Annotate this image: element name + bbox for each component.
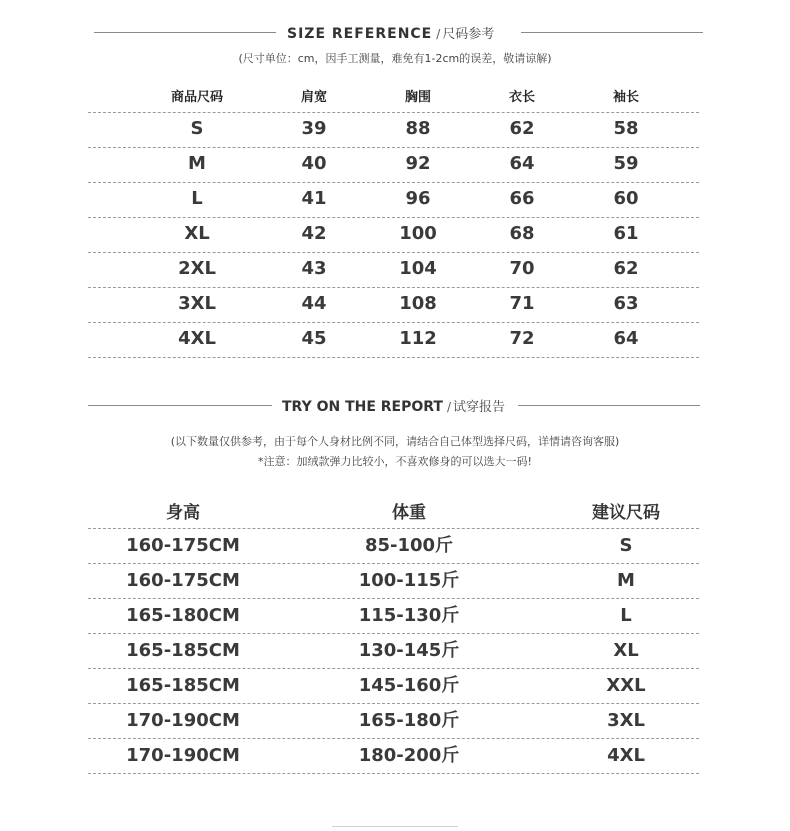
cell-length: 71	[509, 293, 535, 314]
cell-sleeve: 58	[613, 118, 639, 139]
size-table-body	[88, 113, 699, 358]
cell-length: 62	[509, 118, 535, 139]
column-header-size: 商品尺码	[170, 90, 224, 105]
try-on-heading	[282, 396, 505, 416]
size-table	[88, 83, 699, 358]
cell-recommended-size: L	[620, 605, 632, 626]
table-row	[88, 148, 699, 183]
try-on-title-zh: 试穿报告	[453, 400, 506, 415]
title-slash: /	[446, 400, 452, 414]
table-row	[88, 323, 699, 358]
cell-size: XL	[184, 223, 210, 244]
column-header-height: 身高	[166, 503, 200, 523]
cell-shoulder: 40	[301, 153, 327, 174]
cell-length: 72	[509, 328, 535, 349]
title-slash: /	[436, 27, 441, 41]
table-row	[88, 564, 699, 599]
cell-weight: 180-200斤	[358, 745, 460, 766]
cell-recommended-size: 4XL	[607, 745, 645, 766]
table-row	[88, 113, 699, 148]
cell-sleeve: 63	[613, 293, 639, 314]
table-row	[88, 253, 699, 288]
size-reference-title-en: SIZE REFERENCE	[287, 26, 433, 42]
cell-weight: 85-100斤	[364, 535, 454, 556]
try-on-table-header	[88, 496, 699, 529]
cell-length: 68	[509, 223, 535, 244]
cell-weight: 145-160斤	[358, 675, 460, 696]
cell-weight: 115-130斤	[358, 605, 460, 626]
cell-size: 3XL	[178, 293, 216, 314]
cell-chest: 100	[399, 223, 437, 244]
bottom-divider	[332, 826, 458, 831]
cell-chest: 96	[405, 188, 431, 209]
cell-shoulder: 41	[301, 188, 327, 209]
try-on-note-1: (以下数量仅供参考，由于每个人身材比例不同，请结合自己体型选择尺码，详情请咨询客服)	[170, 435, 620, 448]
table-row	[88, 739, 699, 774]
cell-height: 160-175CM	[126, 570, 240, 591]
cell-size: 2XL	[178, 258, 216, 279]
cell-recommended-size: M	[617, 570, 635, 591]
size-reference-title	[0, 23, 790, 43]
cell-shoulder: 42	[301, 223, 327, 244]
size-reference-title-zh: 尺码参考	[442, 27, 495, 42]
cell-height: 170-190CM	[126, 745, 240, 766]
column-header-chest: 胸围	[404, 90, 432, 105]
cell-height: 160-175CM	[126, 535, 240, 556]
title-rule-left	[88, 405, 272, 406]
table-row	[88, 529, 699, 564]
column-header-weight: 体重	[392, 503, 426, 523]
cell-height: 165-180CM	[126, 605, 240, 626]
cell-sleeve: 61	[613, 223, 639, 244]
table-row	[88, 669, 699, 704]
title-rule-left	[94, 32, 276, 33]
table-row	[88, 599, 699, 634]
cell-recommended-size: XXL	[606, 675, 646, 696]
cell-size: M	[188, 153, 206, 174]
table-row	[88, 218, 699, 253]
cell-chest: 88	[405, 118, 431, 139]
try-on-table-body	[88, 529, 699, 774]
table-row	[88, 288, 699, 323]
cell-height: 165-185CM	[126, 640, 240, 661]
cell-size: S	[190, 118, 204, 139]
cell-length: 64	[509, 153, 535, 174]
column-header-recommended-size: 建议尺码	[592, 503, 660, 523]
cell-recommended-size: XL	[613, 640, 639, 661]
column-header-sleeve: 袖长	[612, 90, 640, 105]
cell-weight: 130-145斤	[358, 640, 460, 661]
size-reference-heading	[287, 23, 494, 43]
try-on-title	[0, 396, 790, 416]
title-rule-right	[521, 32, 703, 33]
try-on-table	[88, 496, 699, 774]
table-row	[88, 183, 699, 218]
cell-sleeve: 60	[613, 188, 639, 209]
cell-shoulder: 44	[301, 293, 327, 314]
cell-weight: 100-115斤	[358, 570, 460, 591]
cell-shoulder: 43	[301, 258, 327, 279]
try-on-note-2: *注意：加绒款弹力比较小，不喜欢修身的可以选大一码!	[258, 455, 532, 468]
column-header-shoulder: 肩宽	[300, 90, 328, 105]
cell-chest: 112	[399, 328, 437, 349]
try-on-title-en: TRY ON THE REPORT	[282, 399, 443, 415]
cell-shoulder: 39	[301, 118, 327, 139]
cell-chest: 92	[405, 153, 431, 174]
cell-length: 66	[509, 188, 535, 209]
cell-length: 70	[509, 258, 535, 279]
cell-recommended-size: S	[619, 535, 633, 556]
table-row	[88, 634, 699, 669]
title-rule-right	[518, 405, 700, 406]
cell-height: 170-190CM	[126, 710, 240, 731]
cell-chest: 104	[399, 258, 437, 279]
table-row	[88, 704, 699, 739]
size-table-header	[88, 83, 699, 113]
cell-sleeve: 59	[613, 153, 639, 174]
cell-size: L	[191, 188, 203, 209]
cell-height: 165-185CM	[126, 675, 240, 696]
cell-sleeve: 64	[613, 328, 639, 349]
cell-shoulder: 45	[301, 328, 327, 349]
column-header-length: 衣长	[508, 90, 536, 105]
cell-size: 4XL	[178, 328, 216, 349]
cell-recommended-size: 3XL	[607, 710, 645, 731]
cell-weight: 165-180斤	[358, 710, 460, 731]
cell-chest: 108	[399, 293, 437, 314]
size-reference-note: (尺寸单位：cm，因手工测量，难免有1-2cm的误差，敬请谅解)	[238, 52, 552, 65]
cell-sleeve: 62	[613, 258, 639, 279]
